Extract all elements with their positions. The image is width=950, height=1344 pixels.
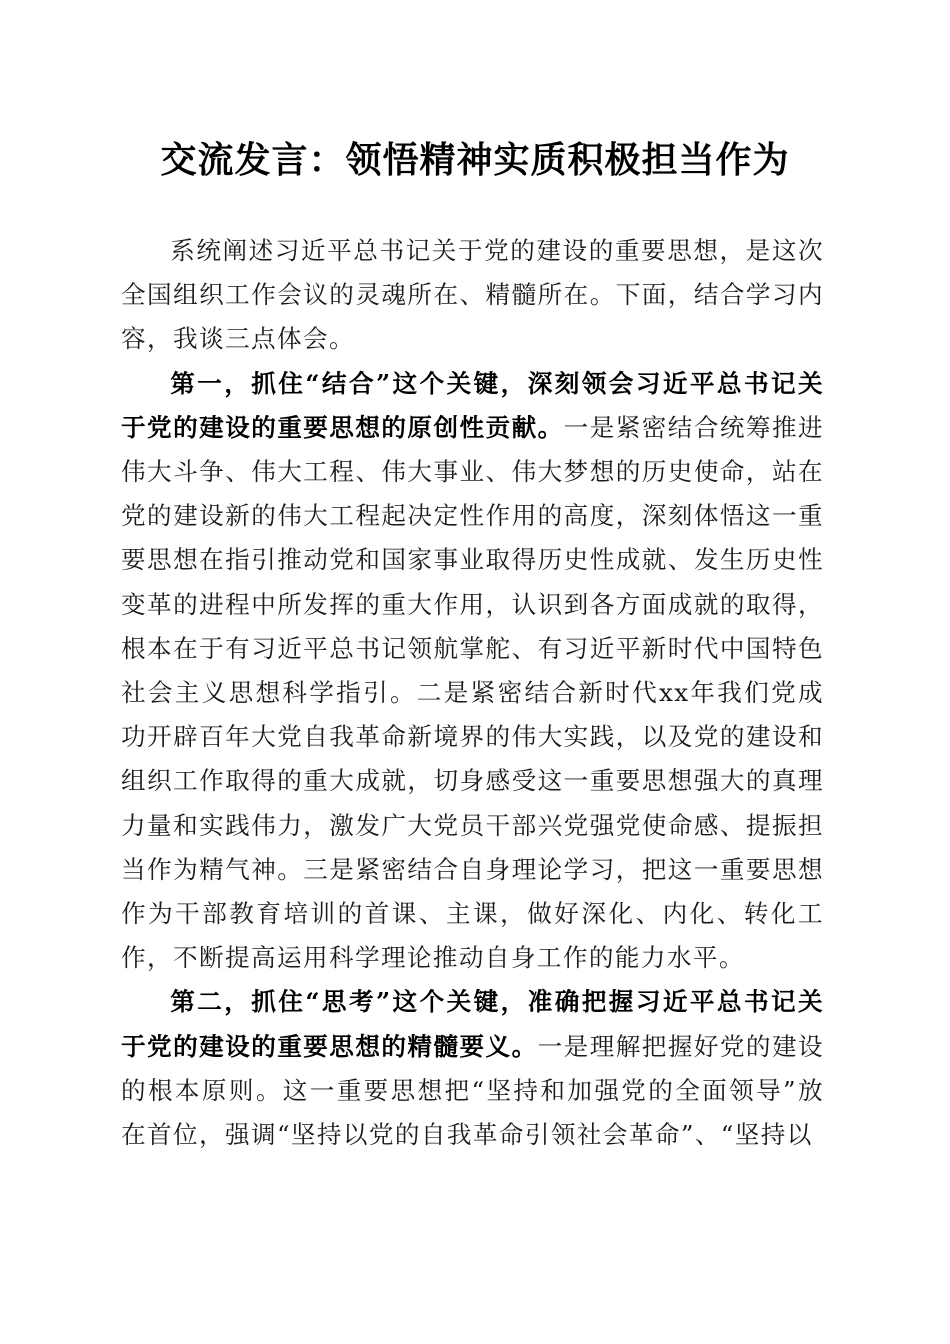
paragraph-point-two	[121, 980, 824, 1157]
document-body	[121, 229, 824, 1157]
paragraph-intro	[121, 229, 824, 362]
paragraph-text: 一是理解把握好党的建设的根本原则。这一重要思想把“坚持和加强党的全面领导”放在首位，强调“坚持以党的自我革命引领社会革命”、“坚持以	[121, 1031, 825, 1150]
document-title: 交流发言：领悟精神实质积极担当作为	[160, 139, 790, 181]
paragraph-point-one	[121, 362, 824, 981]
paragraph-text: 一是紧密结合统筹推进伟大斗争、伟大工程、伟大事业、伟大梦想的历史使命，站在党的建设新的伟大工程起决定性作用的高度，深刻体悟这一重要思想在指引推动党和国家事业取得历史性成就、发生历史性变革的进程中所发挥的重大作用，认识到各方面成就的取得，根本在于有习近平总书记领航掌舵、有习近平新时代中国特色社会主义思想科学指引。二是紧密结合新时代xx年我们党成功开辟百年大党自我革命新境界的伟大实践，以及党的建设和组织工作取得的重大成就，切身感受这一重要思想强大的真理力量和实践伟力，激发广大党员干部兴党强党使命感、提振担当作为精气神。三是紧密结合自身理论学习，把这一重要思想作为干部教育培训的首课、主课，做好深化、内化、转化工作，不断提高运用科学理论推动自身工作的能力水平。	[121, 412, 824, 973]
paragraph-text: 系统阐述习近平总书记关于党的建设的重要思想，是这次全国组织工作会议的灵魂所在、精髓所在。下面，结合学习内容，我谈三点体会。	[121, 236, 824, 354]
paragraph-lead: 第二，抓住“思考”这个关键，准确把握习近平总书记关于党的建设的重要思想的精髓要义。	[121, 987, 824, 1061]
paragraph-lead: 第一，抓住“结合”这个关键，深刻领会习近平总书记关于党的建设的重要思想的原创性贡献。	[121, 368, 824, 442]
